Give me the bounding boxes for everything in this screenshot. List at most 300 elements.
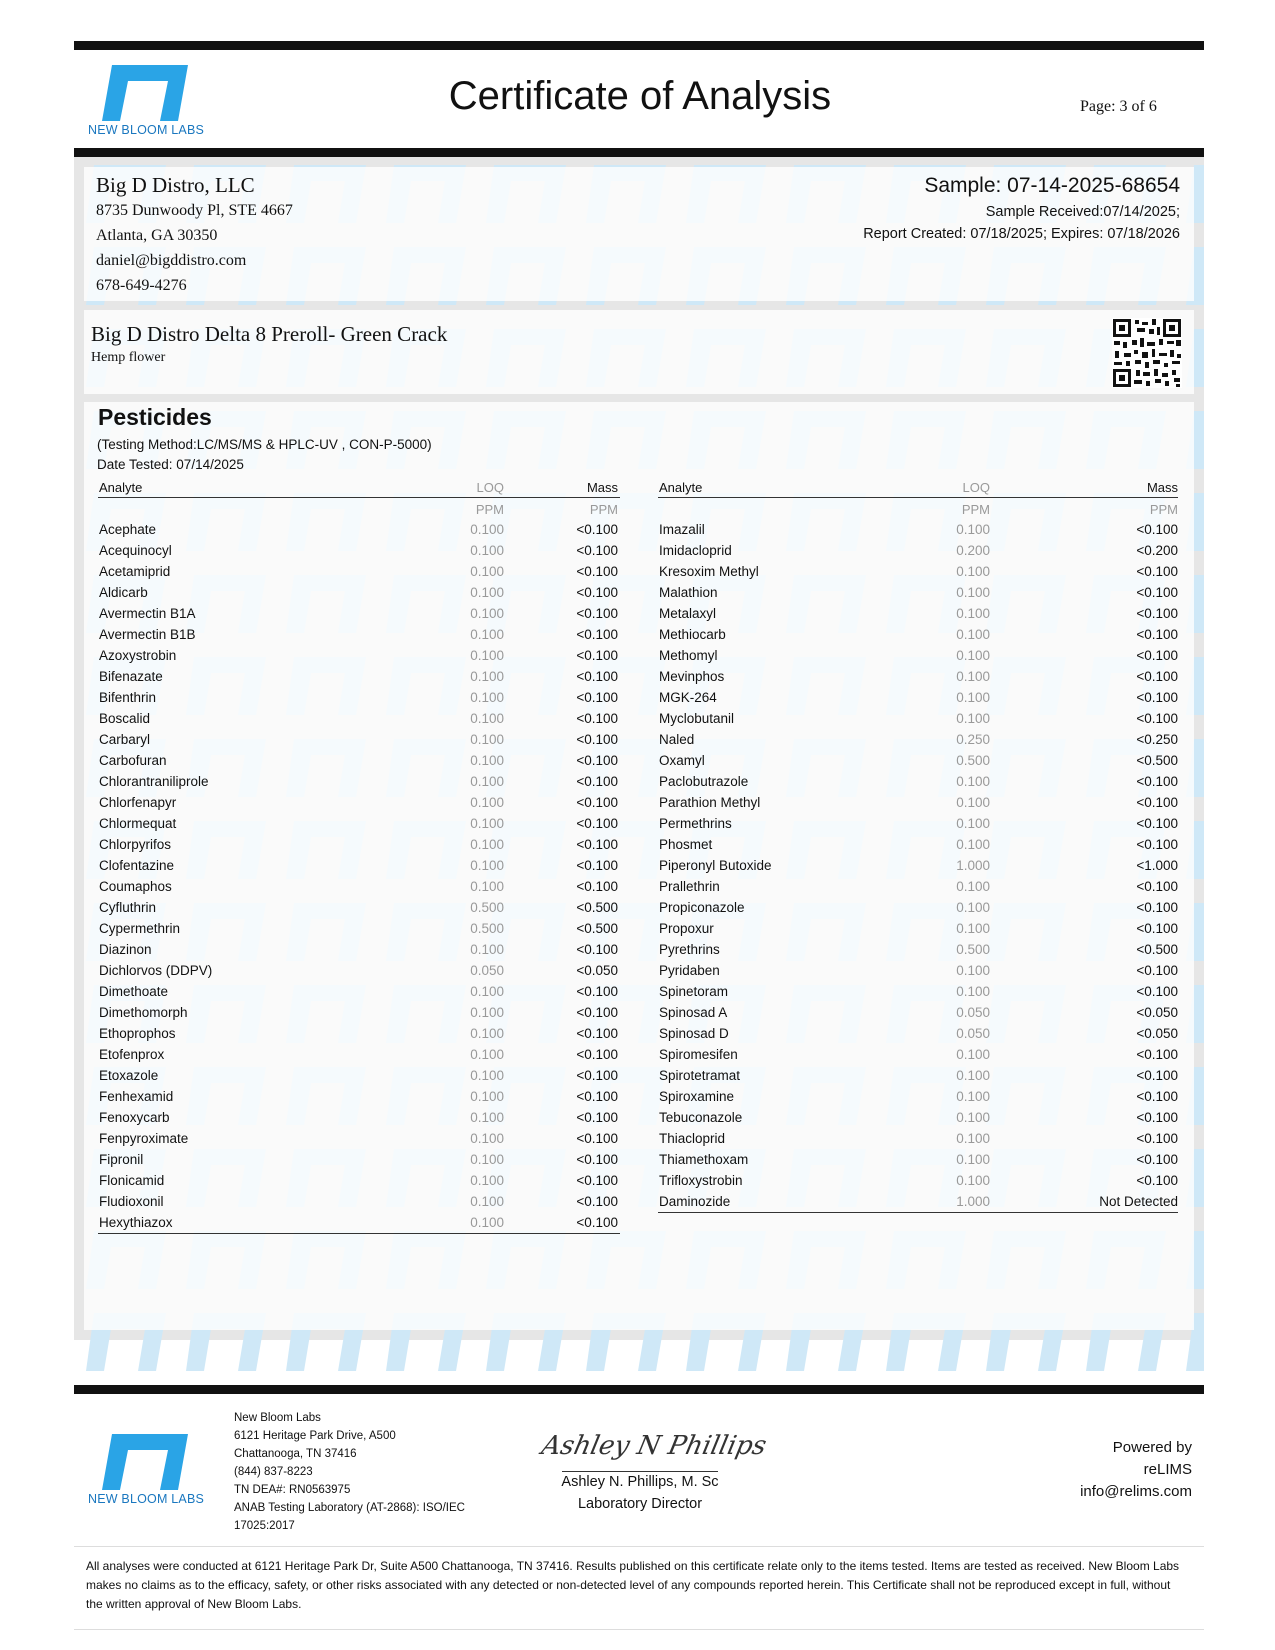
mass-cell: <0.100 [576,732,618,747]
table-row [658,918,1178,939]
table-row [98,582,620,603]
table-row [658,708,1178,729]
logo-text: NEW BLOOM LABS [88,1492,205,1506]
table-row [98,1128,620,1149]
mass-cell: <0.100 [1136,1047,1178,1062]
table-row [98,645,620,666]
units-row [98,498,620,519]
mass-cell: <0.100 [1136,774,1178,789]
mass-cell: <0.100 [1136,606,1178,621]
qr-code-icon[interactable] [1112,318,1182,388]
mass-cell: <0.050 [1136,1026,1178,1041]
mass-cell: <0.100 [576,1026,618,1041]
mass-cell: <0.100 [576,648,618,663]
analyte-cell: Acephate [99,522,157,537]
analyte-cell: Spinosad A [659,1005,728,1020]
col-mass: Mass [586,480,618,495]
loq-cell: 0.100 [470,690,504,705]
loq-cell: 0.050 [956,1005,990,1020]
table-row [658,813,1178,834]
loq-cell: 0.100 [956,522,990,537]
table-row [658,666,1178,687]
table-row [658,687,1178,708]
mass-cell: <0.100 [576,1194,618,1209]
analyte-cell: Chlorfenapyr [99,795,177,810]
analyte-cell: Fenoxycarb [99,1110,170,1125]
analyte-cell: Fludioxonil [99,1194,164,1209]
table-body [98,519,620,1233]
powered-by-brand: reLIMS [1143,1461,1192,1478]
logo-mark-icon [98,65,188,121]
mass-cell: <0.100 [576,1068,618,1083]
lab-address [234,1409,494,1535]
analyte-cell: Clofentazine [99,858,175,873]
table-row [98,624,620,645]
mass-cell: <0.100 [1136,963,1178,978]
loq-cell: 0.100 [956,984,990,999]
table-row [658,729,1178,750]
header-rule [74,148,1204,157]
analyte-cell: Spinetoram [659,984,729,999]
mass-cell: <0.100 [576,1173,618,1188]
mass-cell: <0.100 [576,543,618,558]
analyte-cell: Bifenazate [99,669,163,684]
loq-cell: 0.100 [470,774,504,789]
loq-cell: 0.100 [470,1194,504,1209]
loq-cell: 0.100 [956,690,990,705]
table-row [98,1170,620,1191]
loq-cell: 0.100 [956,669,990,684]
analyte-cell: Propoxur [659,921,714,936]
footer-divider [74,1546,1204,1547]
loq-cell: 1.000 [956,1194,990,1209]
footer-rule [74,1385,1204,1394]
table-row [98,540,620,561]
mass-cell: <0.100 [1136,1152,1178,1167]
table-row [98,771,620,792]
table-row [658,1002,1178,1023]
analyte-cell: Prallethrin [659,879,720,894]
mass-cell: <0.100 [1136,522,1178,537]
mass-cell: <0.100 [1136,564,1178,579]
loq-cell: 0.100 [470,1005,504,1020]
table-row [658,582,1178,603]
table-row [98,687,620,708]
loq-cell: 0.100 [956,774,990,789]
analyte-cell: Methiocarb [659,627,726,642]
analyte-cell: Imidacloprid [659,543,732,558]
analyte-cell: Spirotetramat [659,1068,741,1083]
loq-cell: 0.100 [956,1068,990,1083]
analyte-cell: Chlorantraniliprole [99,774,209,789]
table-row [98,1107,620,1128]
client-address-line1: 8735 Dunwoody Pl, STE 4667 [96,202,293,219]
table-row [658,981,1178,1002]
powered-by-email[interactable]: info@relims.com [1080,1483,1192,1500]
mass-cell: <0.100 [1136,1089,1178,1104]
mass-cell: <0.100 [1136,1068,1178,1083]
loq-cell: 0.200 [956,543,990,558]
loq-cell: 0.100 [956,606,990,621]
analyte-cell: Daminozide [659,1194,731,1209]
lab-address-line: Chattanooga, TN 37416 [234,1448,357,1460]
table-body [658,519,1178,1212]
mass-cell: <0.100 [1136,816,1178,831]
loq-cell: 0.100 [470,942,504,957]
units-row [658,498,1178,519]
analyte-cell: Carbaryl [99,732,151,747]
loq-cell: 0.100 [470,711,504,726]
testing-method: (Testing Method:LC/MS/MS & HPLC-UV , CON-P-5000) [97,437,432,452]
analyte-cell: Permethrins [659,816,732,831]
table-row [98,897,620,918]
table-header [658,477,1178,498]
analyte-cell: Aldicarb [99,585,148,600]
mass-cell: <0.500 [576,900,618,915]
table-row [98,1212,620,1233]
mass-cell: <0.100 [1136,585,1178,600]
table-row [98,918,620,939]
table-bottom-rule [658,1212,1178,1214]
loq-cell: 0.100 [956,1089,990,1104]
loq-cell: 0.100 [470,879,504,894]
analyte-cell: Thiacloprid [659,1131,726,1146]
loq-cell: 0.100 [956,564,990,579]
mass-cell: <0.100 [576,816,618,831]
table-row [98,603,620,624]
mass-cell: <0.100 [576,1131,618,1146]
analyte-cell: Avermectin B1A [99,606,196,621]
loq-cell: 0.100 [470,795,504,810]
table-row [658,1107,1178,1128]
analyte-cell: Cypermethrin [99,921,181,936]
col-analyte: Analyte [659,480,703,495]
loq-cell: 0.500 [470,921,504,936]
analyte-cell: Dimethoate [99,984,169,999]
footer-divider-bottom [74,1629,1204,1630]
client-phone: 678-649-4276 [96,277,187,294]
client-email: daniel@bigddistro.com [96,252,247,269]
section-title: Pesticides [98,404,212,430]
table-bottom-rule [98,1233,620,1235]
mass-cell: <0.500 [1136,942,1178,957]
analyte-cell: Etoxazole [99,1068,159,1083]
analyte-cell: Naled [659,732,695,747]
date-tested: Date Tested: 07/14/2025 [97,457,244,472]
mass-cell: <0.100 [1136,1131,1178,1146]
analyte-cell: Mevinphos [659,669,725,684]
loq-cell: 0.100 [470,837,504,852]
analyte-cell: Ethoprophos [99,1026,176,1041]
powered-by-label: Powered by [1112,1439,1192,1456]
loq-cell: 0.100 [956,837,990,852]
product-type: Hemp flower [91,350,166,365]
loq-cell: 1.000 [956,858,990,873]
mass-cell: <0.100 [576,858,618,873]
analyte-cell: Paclobutrazole [659,774,749,789]
mass-cell: <0.250 [1136,732,1178,747]
table-row [658,1065,1178,1086]
table-row [98,1086,620,1107]
analyte-cell: Flonicamid [99,1173,165,1188]
analyte-cell: Propiconazole [659,900,745,915]
analyte-cell: Fipronil [99,1152,144,1167]
mass-cell: <0.100 [576,585,618,600]
table-row [658,1128,1178,1149]
analyte-cell: Methomyl [659,648,718,663]
analyte-cell: Myclobutanil [659,711,735,726]
table-row [658,855,1178,876]
mass-cell: <0.100 [1136,711,1178,726]
sample-received: Sample Received:07/14/2025; [985,204,1180,220]
analyte-cell: Etofenprox [99,1047,165,1062]
mass-cell: <0.100 [576,1089,618,1104]
mass-cell: <0.100 [576,1047,618,1062]
results-table-right [658,477,1178,1214]
table-row [98,813,620,834]
table-row [98,750,620,771]
mass-cell: <0.100 [576,984,618,999]
table-row [658,540,1178,561]
loq-cell: 0.100 [956,585,990,600]
mass-cell: <0.100 [1136,648,1178,663]
loq-cell: 0.500 [470,900,504,915]
director-signature [538,1418,770,1473]
mass-cell: <0.100 [1136,669,1178,684]
mass-cell: <0.100 [576,1215,618,1230]
loq-cell: 0.100 [470,984,504,999]
mass-cell: <0.100 [576,774,618,789]
analyte-cell: Metalaxyl [659,606,717,621]
table-row [658,645,1178,666]
table-row [98,1023,620,1044]
report-dates: Report Created: 07/18/2025; Expires: 07/18/2026 [863,226,1180,242]
loq-cell: 0.100 [470,1131,504,1146]
table-row [658,624,1178,645]
loq-cell: 0.100 [470,585,504,600]
table-row [658,897,1178,918]
analyte-cell: Dichlorvos (DDPV) [99,963,213,978]
analyte-cell: Bifenthrin [99,690,157,705]
table-row [98,1044,620,1065]
loq-cell: 0.100 [470,732,504,747]
loq-cell: 0.100 [470,1047,504,1062]
mass-cell: <0.100 [576,1110,618,1125]
analyte-cell: Piperonyl Butoxide [659,858,772,873]
table-row [98,1065,620,1086]
loq-cell: 0.100 [470,1173,504,1188]
table-row [658,1044,1178,1065]
mass-cell: Not Detected [1099,1194,1178,1209]
lab-address-line: ANAB Testing Laboratory (AT-2868): ISO/IEC [234,1502,465,1514]
table-row [658,1170,1178,1191]
table-row [98,939,620,960]
table-row [658,960,1178,981]
table-row [98,792,620,813]
loq-cell: 0.100 [956,963,990,978]
table-header [98,477,620,498]
top-rule [74,41,1204,50]
loq-cell: 0.100 [470,1110,504,1125]
lab-address-line: 17025:2017 [234,1520,295,1532]
loq-cell: 0.050 [470,963,504,978]
mass-cell: <0.100 [576,879,618,894]
logo-mark-icon [98,1434,188,1490]
loq-cell: 0.100 [470,1152,504,1167]
analyte-cell: Cyfluthrin [99,900,157,915]
table-row [98,981,620,1002]
table-row [658,1191,1178,1212]
analyte-cell: Parathion Methyl [659,795,761,810]
analyte-cell: Spiroxamine [659,1089,735,1104]
mass-cell: <0.100 [1136,627,1178,642]
loq-cell: 0.100 [470,543,504,558]
analyte-cell: Chlorpyrifos [99,837,172,852]
mass-unit: PPM [1149,502,1178,517]
loq-unit: PPM [475,502,504,517]
mass-cell: <0.100 [576,522,618,537]
table-row [658,834,1178,855]
mass-cell: <0.500 [1136,753,1178,768]
col-loq: LOQ [962,480,990,495]
analyte-cell: Tebuconazole [659,1110,743,1125]
loq-cell: 0.100 [956,711,990,726]
table-row [658,750,1178,771]
mass-cell: <0.100 [1136,1110,1178,1125]
analyte-cell: Acequinocyl [99,543,172,558]
loq-cell: 0.100 [956,900,990,915]
analyte-cell: Pyrethrins [659,942,720,957]
mass-cell: <0.100 [576,606,618,621]
table-row [98,876,620,897]
table-row [658,1023,1178,1044]
loq-cell: 0.100 [470,753,504,768]
loq-cell: 0.100 [956,1047,990,1062]
loq-cell: 0.050 [956,1026,990,1041]
mass-cell: <0.050 [1136,1005,1178,1020]
analyte-cell: Acetamiprid [99,564,171,579]
mass-cell: <0.100 [1136,879,1178,894]
mass-cell: <0.050 [576,963,618,978]
table-row [98,855,620,876]
analyte-cell: Spiromesifen [659,1047,738,1062]
analyte-cell: Carbofuran [99,753,167,768]
mass-cell: <0.100 [1136,921,1178,936]
mass-cell: <0.100 [1136,900,1178,915]
table-row [658,603,1178,624]
mass-cell: <0.100 [1136,984,1178,999]
table-row [98,666,620,687]
analyte-cell: Malathion [659,585,718,600]
col-loq: LOQ [476,480,504,495]
loq-cell: 0.100 [956,648,990,663]
lab-logo [88,65,208,140]
loq-cell: 0.100 [470,1215,504,1230]
mass-cell: <0.100 [576,711,618,726]
loq-cell: 0.250 [956,732,990,747]
client-name: Big D Distro, LLC [96,173,255,197]
loq-cell: 0.100 [956,1173,990,1188]
lab-address-line: (844) 837-8223 [234,1466,313,1478]
mass-cell: <0.100 [576,942,618,957]
mass-cell: <0.100 [1136,795,1178,810]
table-row [98,1191,620,1212]
table-row [658,1086,1178,1107]
table-row [658,876,1178,897]
loq-cell: 0.100 [956,1110,990,1125]
mass-cell: <0.100 [576,564,618,579]
lab-address-line: New Bloom Labs [234,1412,321,1424]
analyte-cell: Coumaphos [99,879,172,894]
loq-cell: 0.100 [956,795,990,810]
table-row [98,519,620,540]
mass-cell: <0.100 [1136,837,1178,852]
table-row [658,792,1178,813]
signature-line [562,1471,718,1472]
analyte-cell: Azoxystrobin [99,648,177,663]
mass-cell: <1.000 [1136,858,1178,873]
mass-cell: <0.200 [1136,543,1178,558]
results-table-left [98,477,620,1235]
loq-cell: 0.100 [470,858,504,873]
table-row [98,729,620,750]
mass-cell: <0.100 [576,1005,618,1020]
table-row [658,771,1178,792]
loq-cell: 0.100 [956,1152,990,1167]
analyte-cell: Fenpyroximate [99,1131,189,1146]
logo-text: NEW BLOOM LABS [88,123,205,137]
page-number: Page: 3 of 6 [1080,98,1157,115]
loq-cell: 0.100 [956,627,990,642]
loq-cell: 0.100 [470,627,504,642]
table-row [98,1002,620,1023]
col-analyte: Analyte [99,480,143,495]
table-row [98,834,620,855]
sample-id: Sample: 07-14-2025-68654 [924,174,1180,197]
powered-by [1080,1437,1192,1503]
loq-cell: 0.100 [470,669,504,684]
table-row [98,1149,620,1170]
analyte-cell: Dimethomorph [99,1005,188,1020]
loq-cell: 0.500 [956,942,990,957]
analyte-cell: Kresoxim Methyl [659,564,759,579]
loq-cell: 0.100 [470,522,504,537]
lab-address-line: 6121 Heritage Park Drive, A500 [234,1430,396,1442]
analyte-cell: Chlormequat [99,816,177,831]
loq-cell: 0.100 [956,921,990,936]
analyte-cell: Boscalid [99,711,151,726]
analyte-cell: Pyridaben [659,963,720,978]
loq-cell: 0.100 [470,816,504,831]
analyte-cell: Oxamyl [659,753,705,768]
loq-cell: 0.100 [470,606,504,621]
lab-address-line: TN DEA#: RN0563975 [234,1484,351,1496]
mass-cell: <0.100 [1136,690,1178,705]
mass-cell: <0.500 [576,921,618,936]
table-row [658,939,1178,960]
director-name: Ashley N. Phillips, M. Sc [561,1474,719,1490]
mass-unit: PPM [589,502,618,517]
svg-text:Ashley N Phillips: Ashley N Phillips [538,1431,770,1461]
mass-cell: <0.100 [576,690,618,705]
mass-cell: <0.100 [576,627,618,642]
analyte-cell: Trifloxystrobin [659,1173,743,1188]
mass-cell: <0.100 [576,753,618,768]
analyte-cell: Spinosad D [659,1026,729,1041]
loq-unit: PPM [961,502,990,517]
table-row [98,561,620,582]
page-title: Certificate of Analysis [448,74,832,118]
